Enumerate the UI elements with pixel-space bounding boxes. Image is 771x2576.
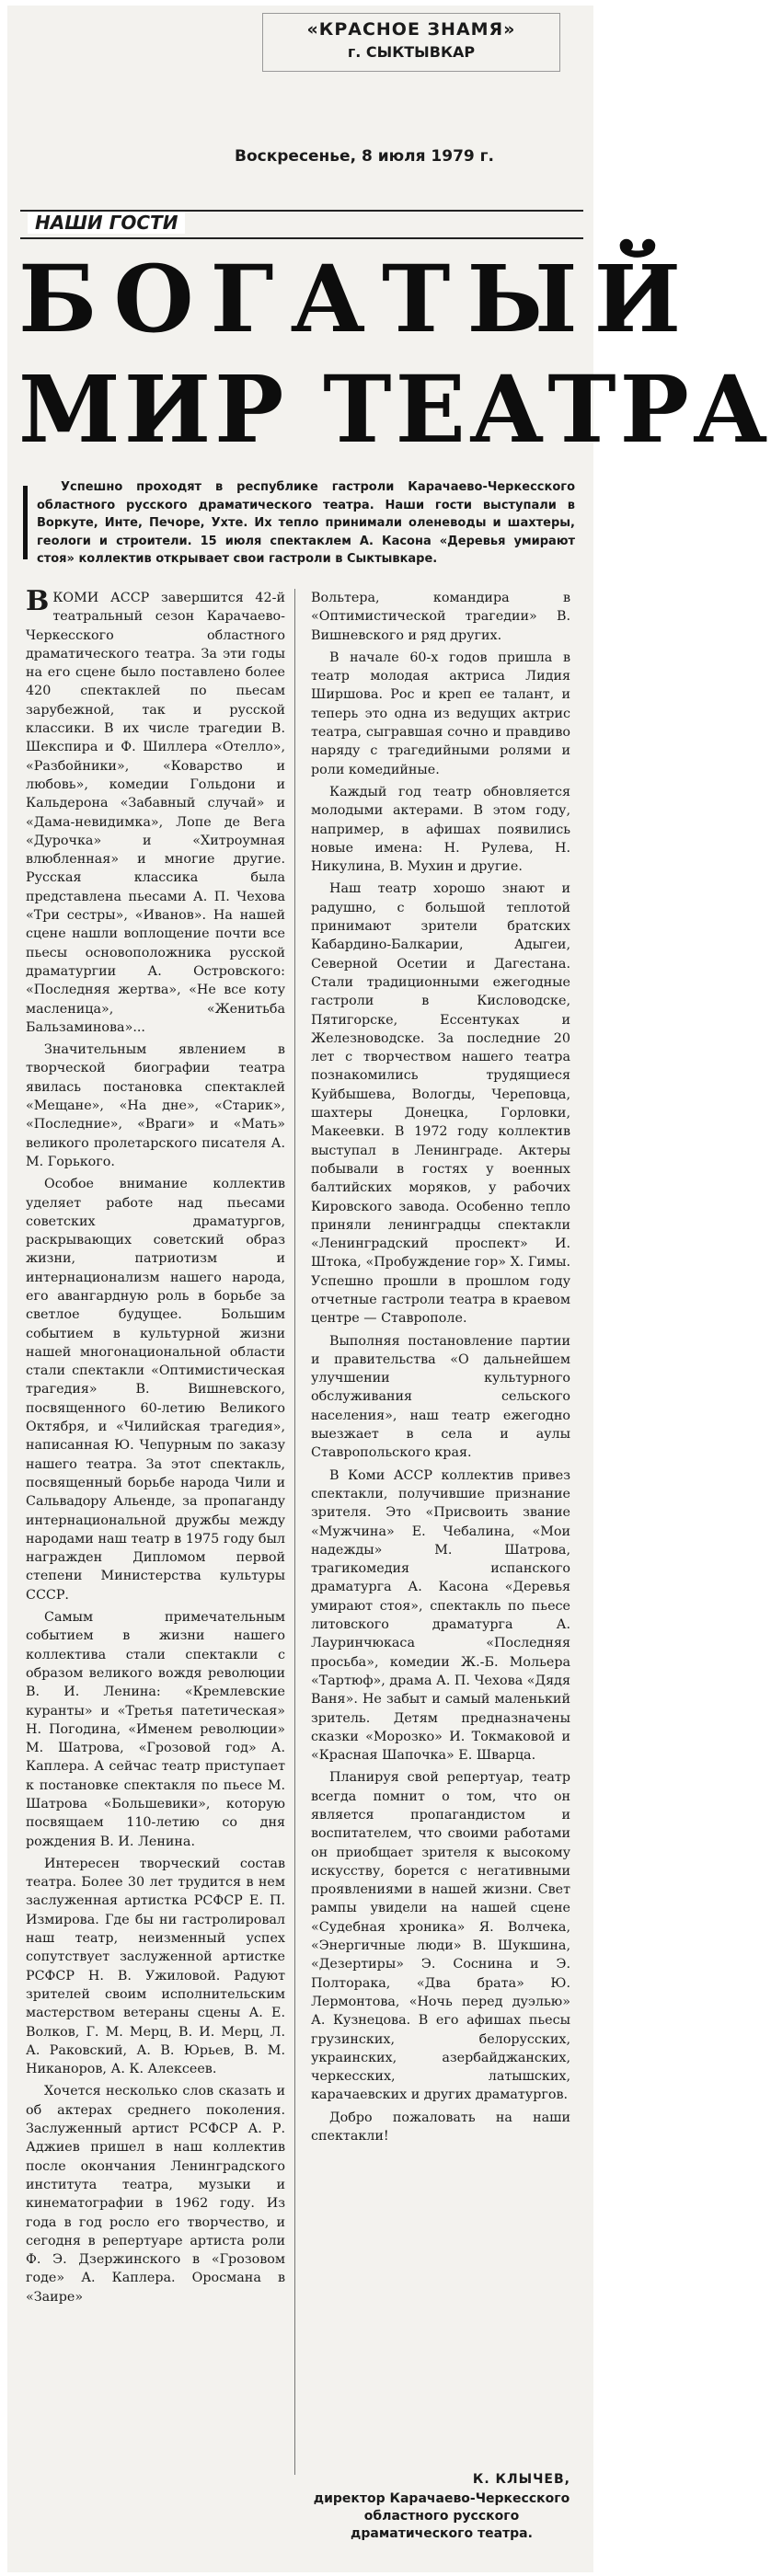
article-paragraph: Планируя свой репертуар, театр всегда помнит о том, что он является пропагандистом и воспитателем, что своими работами он приобщает зрителя к высокому искусству, борется с негативными проявлениями в нашей жизни. Свет рампы увидели на нашей сцене «Судебная хроника» Я. Волчека, «Энергичные люди» В. Шукшина, «Дезертиры» Э. Соснина и Э. Полторака, «Два брата» Ю. Лермонтова, «Ночь перед дуэлью» А. Кузнецова. В его афишах пьесы грузинских, белорусских, украинских, азербайджанских, черкесских, латышских, карачаевских и других драматургов. [311,1770,570,2103]
article-paragraph: В Коми АССР коллектив привез спектакли, получившие признание зрителя. Это «Присвоить звание «Мужчина» Е. Чебалина, «Мои надежды» М. Шатрова, трагикомедия испанского драматурга А. Касона «Деревья умирают стоя», спектакль по пьесе литовского драматурга А. Лауринчюкаса «Последняя просьба», комедии Ж.-Б. Мольера «Тартюф», драма А. П. Чехова «Дядя Ваня». Не забыт и самый маленький зритель. Детям предназначены сказки «Морозко» И. Токмаковой и «Красная Шапочка» Е. Шварца. [311,1467,570,1764]
article-paragraph: Хочется несколько слов сказать и об актерах среднего поколения. Заслуженный артист РСФСР А. Р. Аджиев пришел в наш коллектив после окончания Ленинградского института театра, музыки и кинематографии в 1962 году. Из года в год росло его творчество, и сегодня в репертуаре артиста роли Ф. Э. Дзержинского в «Грозовом годе» А. Каплера. Оросмана в «Заире» [26,2084,285,2305]
article-paragraph: Добро пожаловать на наши спектакли! [311,2110,570,2145]
author-name: К. КЛЫЧЕВ, [472,2472,570,2487]
drop-cap: В [26,585,50,617]
article-paragraph: Наш театр хорошо знают и радушно, с большой теплотой принимают зрители братских Кабардино-Балкарии, Адыгеи, Северной Осетии и Дагестана. Стали традиционными ежегодные гастроли в Кисловодске, Пятигорске, Ессентуках и Железноводске. За последние 20 лет с творчеством нашего театра познакомились трудящиеся Куйбышева, Вологды, Череповца, шахтеры Донецка, Горловки, Макеевки. В 1972 году коллектив выступал в Ленинграде. Актеры побывали в гостях у военных балтийских моряков, у рабочих Кировского завода. Особенно тепло приняли ленинградцы спектакли «Ленинградский проспект» И. Штока, «Пробуждение гор» Х. Гимы. Успешно прошли в прошлом году отчетные гастроли театра в краевом центре — Ставрополе. [311,881,570,1327]
section-rubric [20,210,583,239]
article-column-left [26,585,285,2475]
article-paragraph: В начале 60-х годов пришла в театр молодая актриса Лидия Ширшова. Рос и креп ее талант, и теперь это одна из ведущих актрис театра, сыгравшая сочно и правдиво наряду с трагедийными ролями и роли комедийные. [311,650,570,777]
headline-line-2: МИР ТЕАТРА [18,355,771,464]
article-paragraph: Каждый год театр обновляется молодыми актерами. В этом году, например, в афишах появились новые имена: Н. Рулева, Н. Никулина, В. Мухин и другие. [311,784,570,875]
rubric-label: НАШИ ГОСТИ [28,212,185,234]
author-title: директор Карачаево-Черкесского областного русского драматического театра. [313,2491,570,2541]
lead-bar [23,486,28,559]
article-column-right [311,589,570,2475]
headline-line-1: БОГАТЫЙ [18,245,698,353]
issue-date: Воскресенье, 8 июля 1979 г. [235,147,495,166]
newspaper-city: г. СЫКТЫВКАР [347,43,476,61]
article-paragraph: Вольтера, командира в «Оптимистической трагедии» В. Вишневского и ряд других. [311,591,570,643]
article-paragraph: Особое внимание коллектив уделяет работе над пьесами советских драматургов, раскрывающих советский образ жизни, патриотизм и интернационализм нашего народа, его авангардную роль в борьбе за светлое будущее. Большим событием в культурной жизни нашей многонациональной области стали спектакли «Оптимистическая трагедия» В. Вишневского, посвященного 60-летию Великого Октября, и «Чилийская трагедия», написанная Ю. Чепурным по заказу нашего театра. За этот спектакль, посвященный борьбе народа Чили и Сальвадору Альенде, за пропаганду интернациональной дружбы между народами наш театр в 1975 году был награжден Дипломом первой степени Министерства культуры СССР. [26,1177,285,1603]
lead-paragraph: Успешно проходят в республике гастроли Карачаево-Черкесского областного русского драматического театра. Наши гости выступали в Воркуте, Инте, Печоре, Ухте. Их тепло принимали оленеводы и шахтеры, геологи и строители. 15 июля спектаклем А. Касона «Деревья умирают стоя» коллектив открывает свои гастроли в Сыктывкаре. [37,480,575,566]
article-paragraph: Значительным явлением в творческой биографии театра явилась постановка спектаклей «Мещане», «На дне», «Старик», «Последние», «Враги» и «Мать» великого пролетарского писателя А. М. Горького. [26,1042,285,1169]
newspaper-stamp [262,13,560,72]
author-signature [313,2471,570,2543]
article-paragraph [26,585,285,1037]
article-paragraph: Интересен творческий состав театра. Более 30 лет трудится в нем заслуженная артистка РСФСР Е. П. Измирова. Где бы ни гастролировал наш театр, неизменный успех сопутствует заслуженной артистке РСФСР Н. В. Ужиловой. Радуют зрителей своим исполнительским мастерством ветераны сцены А. Е. Волков, Г. М. Мерц, В. И. Мерц, Л. А. Раковский, А. В. Юрьев, В. М. Никаноров, А. К. Алексеев. [26,1856,285,2077]
article-paragraph: Самым примечательным событием в жизни нашего коллектива стали спектакли с образом великого вождя революции В. И. Ленина: «Кремлевские куранты» и «Третья патетическая» Н. Погодина, «Именем революции» М. Шатрова, «Грозовой год» А. Каплера. А сейчас театр приступает к постановке спектакля по пьесе М. Шатрова «Большевики», которую посвящаем 110-летию со дня рождения В. И. Ленина. [26,1610,285,1849]
article-paragraph: Выполняя постановление партии и правительства «О дальнейшем улучшении культурного обслуживания сельского населения», наш театр ежегодно выезжает в села и аулы Ставропольского края. [311,1333,570,1461]
newspaper-name: «КРАСНОЕ ЗНАМЯ» [306,19,516,40]
column-divider [294,589,295,2475]
paragraph-text: КОМИ АССР завершится 42-й театральный сезон Карачаево-Черкесского областного драматического театра. За эти годы на его сцене было поставлено более 420 спектаклей по пьесам зарубежной, так и русской классики. В их числе трагедии В. Шекспира и Ф. Шиллера «Отелло», «Разбойники», «Коварство и любовь», комедии Гольдони и Кальдерона «Забавный случай» и «Дама-невидимка», Лопе де Вега «Дурочка» и «Хитроумная влюбленная» и многие другие. Русская классика была представлена пьесами А. П. Чехова «Три сестры», «Иванов». На нашей сцене нашли воплощение почти все пьесы основоположника русской драматургии А. Островского: «Последняя жертва», «Не все коту масленица», «Женитьба Бальзаминова»... [26,591,285,1035]
